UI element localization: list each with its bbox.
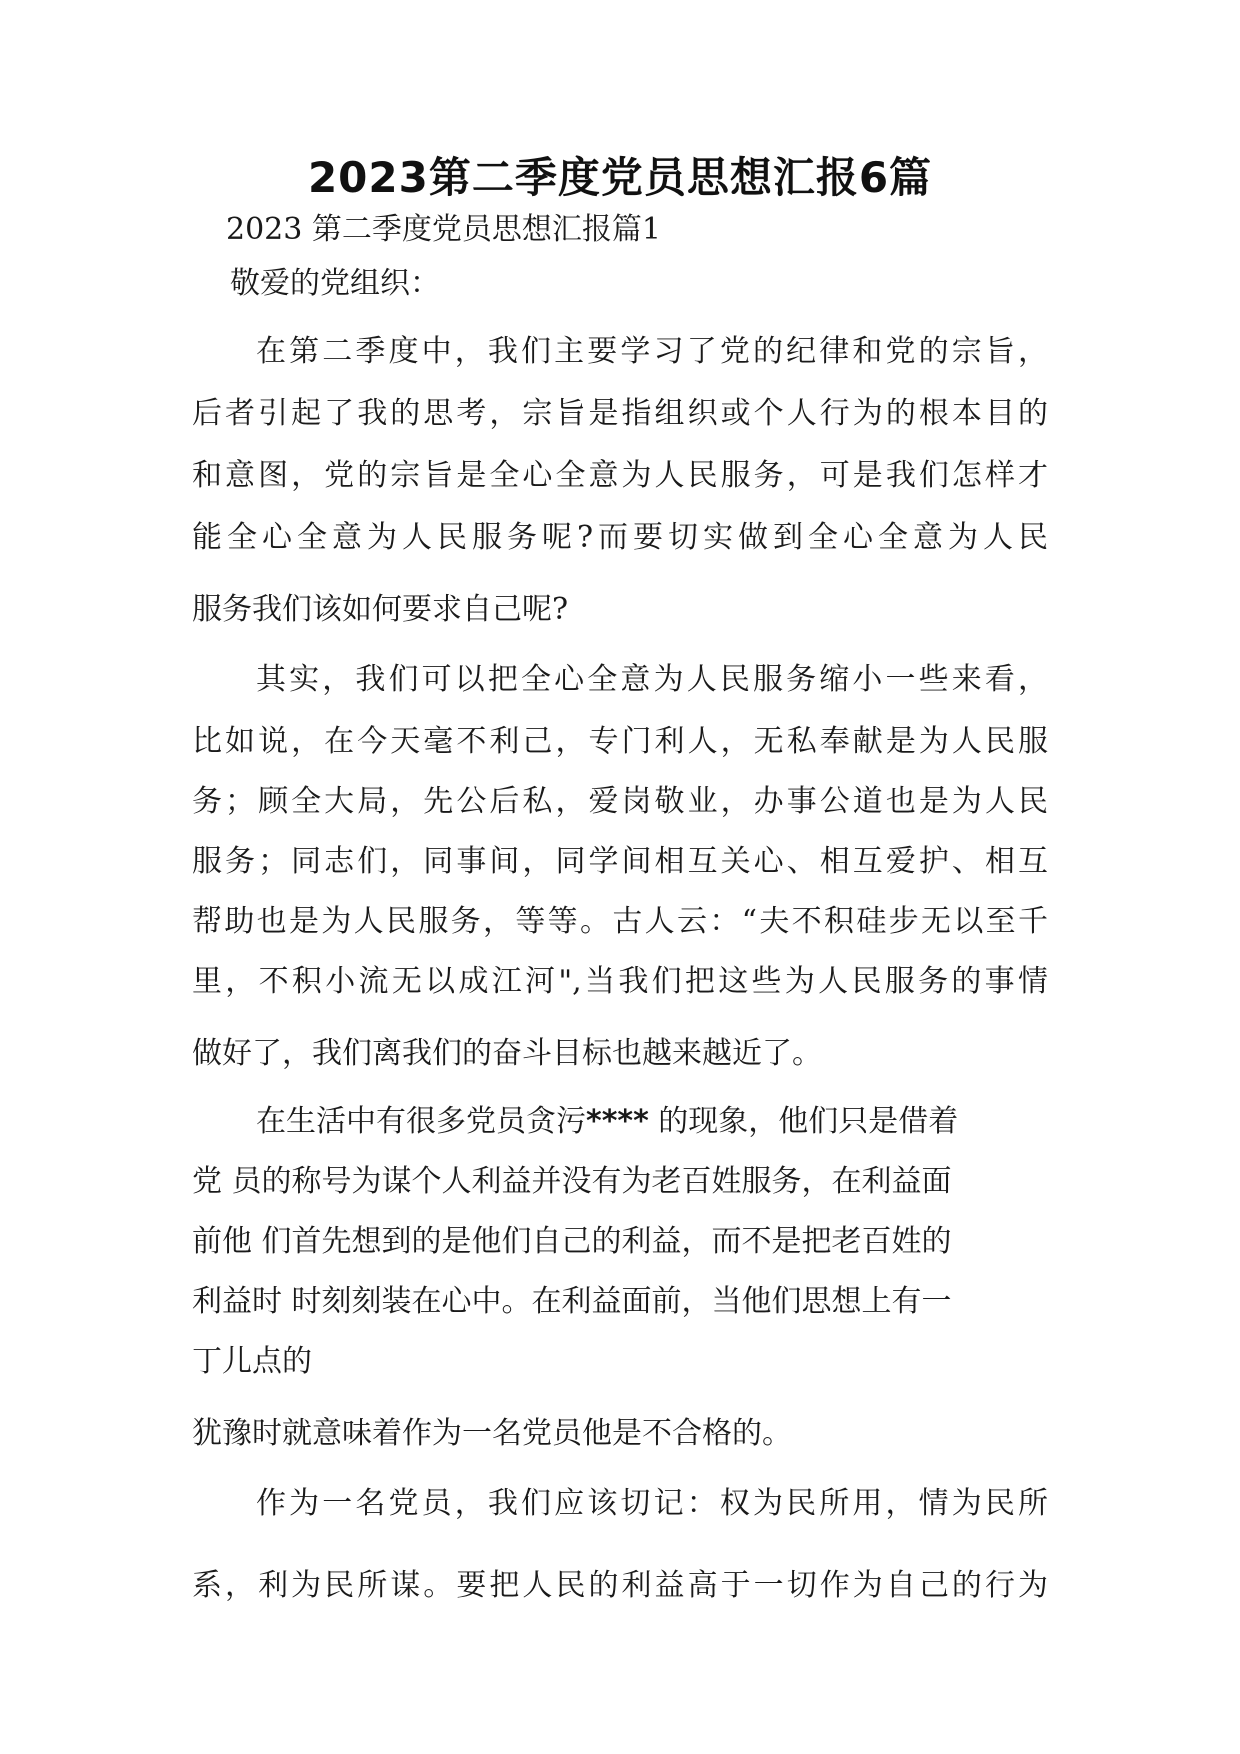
paragraph-3-line bbox=[256, 1102, 958, 1142]
salutation: 敬爱的党组织： bbox=[230, 266, 440, 301]
paragraph-2-line: 里，不积小流无以成江河",当我们把这些为人民服务的事情 bbox=[192, 964, 1048, 999]
paragraph-1-line: 能全心全意为人民服务呢?而要切实做到全心全意为人民 bbox=[192, 520, 1048, 555]
paragraph-3-line: 犹豫时就意味着作为一名党员他是不合格的。 bbox=[192, 1416, 792, 1451]
paragraph-3-line: 丁儿点的 bbox=[192, 1344, 312, 1379]
paragraph-4-line: 作为一名党员，我们应该切记：权为民所用，情为民所 bbox=[256, 1486, 1048, 1521]
paragraph-1-line: 在第二季度中，我们主要学习了党的纪律和党的宗旨， bbox=[256, 334, 1048, 369]
paragraph-2-line: 做好了，我们离我们的奋斗目标也越来越近了。 bbox=[192, 1036, 822, 1071]
paragraph-4-line: 系，利为民所谋。要把人民的利益高于一切作为自己的行为 bbox=[192, 1568, 1048, 1603]
paragraph-2-line: 帮助也是为人民服务，等等。古人云：“夫不积硅步无以至千 bbox=[192, 904, 1048, 939]
paragraph-1-line: 后者引起了我的思考，宗旨是指组织或个人行为的根本目的 bbox=[192, 396, 1048, 431]
paragraph-2-line: 比如说，在今天毫不利己，专门利人，无私奉献是为人民服 bbox=[192, 724, 1048, 759]
redacted-text: **** bbox=[586, 1104, 649, 1139]
paragraph-3-line: 利益时 时刻刻装在心中。在利益面前，当他们思想上有一 bbox=[192, 1284, 952, 1319]
document-title: 2023第二季度党员思想汇报6篇 bbox=[307, 153, 933, 202]
paragraph-3-line: 前他 们首先想到的是他们自己的利益，而不是把老百姓的 bbox=[192, 1224, 952, 1259]
paragraph-2-line: 其实，我们可以把全心全意为人民服务缩小一些来看， bbox=[256, 662, 1048, 697]
paragraph-1-line: 和意图，党的宗旨是全心全意为人民服务，可是我们怎样才 bbox=[192, 458, 1048, 493]
paragraph-3-text: 的现象，他们只是借着 bbox=[648, 1104, 959, 1139]
paragraph-2-line: 务；顾全大局，先公后私，爱岗敬业，办事公道也是为人民 bbox=[192, 784, 1048, 819]
paragraph-3-line: 党 员的称号为谋个人利益并没有为老百姓服务，在利益面 bbox=[192, 1164, 952, 1199]
paragraph-3-text: 在生活中有很多党员贪污 bbox=[256, 1104, 586, 1139]
paragraph-2-line: 服务；同志们，同事间，同学间相互关心、相互爱护、相互 bbox=[192, 844, 1048, 879]
paragraph-1-line: 服务我们该如何要求自己呢? bbox=[192, 592, 569, 627]
section-heading: 2023 第二季度党员思想汇报篇1 bbox=[226, 212, 661, 247]
